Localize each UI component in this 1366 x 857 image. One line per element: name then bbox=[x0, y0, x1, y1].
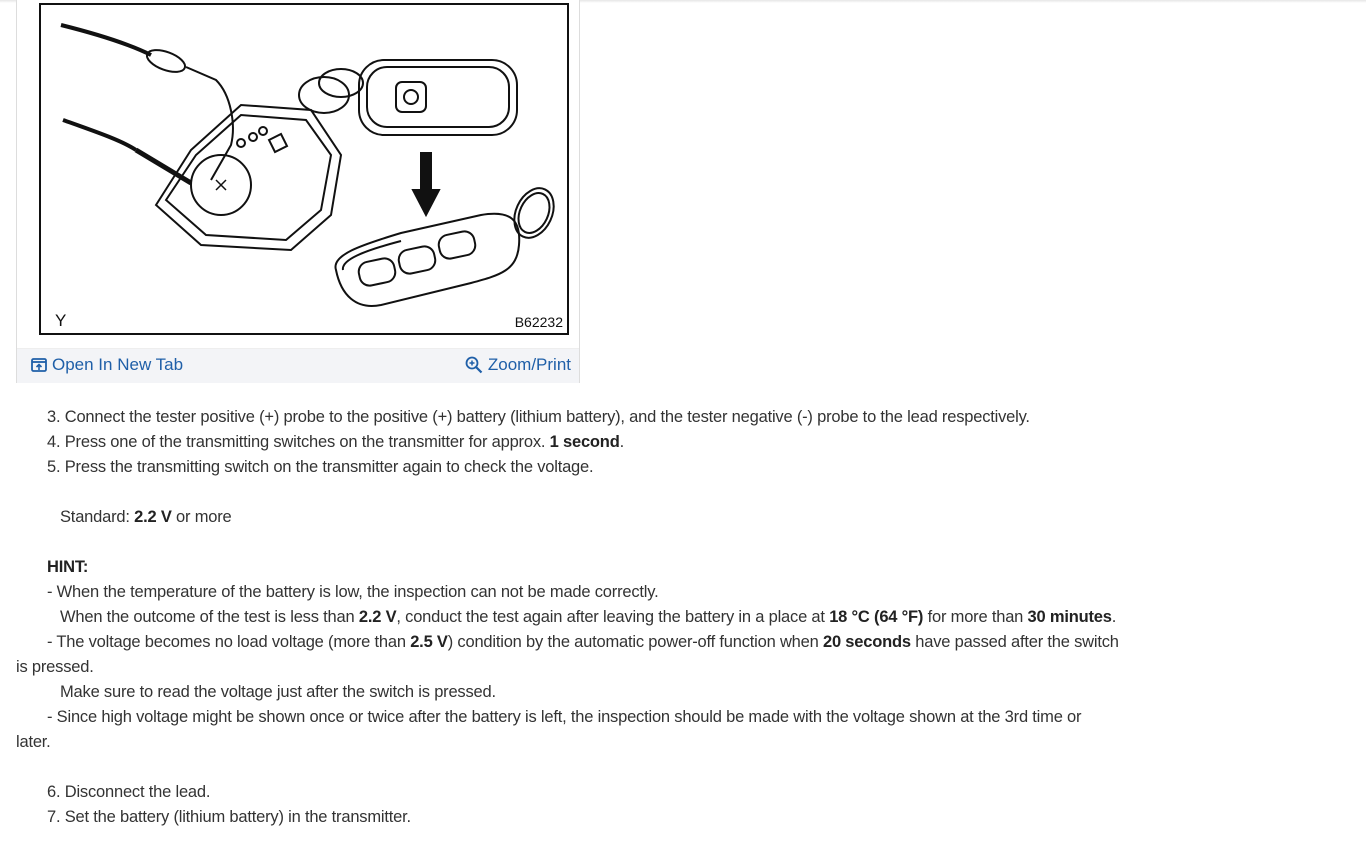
open-in-new-tab-link[interactable] bbox=[31, 355, 183, 375]
text-line bbox=[47, 808, 411, 827]
open-in-new-tab-label: Open In New Tab bbox=[52, 355, 184, 374]
text-segment: 4. Press one of the transmitting switches on the transmitter for approx. bbox=[47, 433, 550, 451]
figure-id: B62232 bbox=[514, 314, 563, 330]
text-segment: When the outcome of the test is less than bbox=[60, 608, 359, 626]
text-segment: or more bbox=[171, 508, 232, 526]
zoom-print-label: Zoom/Print bbox=[487, 355, 571, 374]
text-line bbox=[47, 633, 1119, 652]
zoom-in-icon bbox=[465, 356, 483, 374]
text-segment: Make sure to read the voltage just after the switch is pressed. bbox=[60, 683, 496, 701]
text-segment: 6. Disconnect the lead. bbox=[47, 783, 211, 801]
open-new-tab-icon bbox=[31, 358, 47, 372]
text-line bbox=[60, 608, 1116, 627]
text-line bbox=[47, 408, 1030, 427]
text-segment: 5. Press the transmitting switch on the transmitter again to check the voltage. bbox=[47, 458, 594, 476]
text-line bbox=[47, 783, 210, 802]
bold-value: 30 minutes bbox=[1027, 608, 1112, 626]
text-segment: is pressed. bbox=[16, 658, 94, 676]
figure-toolbar bbox=[17, 348, 579, 383]
text-line bbox=[16, 733, 51, 752]
text-segment: 3. Connect the tester positive (+) probe to the positive (+) battery (lithium battery), and the tester negative (-) probe to the lead respectively. bbox=[47, 408, 1030, 426]
bold-value: 20 seconds bbox=[822, 633, 911, 651]
bold-value: 2.2 V bbox=[134, 508, 172, 526]
figure-container bbox=[16, 0, 580, 383]
bold-value: HINT: bbox=[47, 558, 89, 576]
hint-heading bbox=[47, 558, 88, 577]
figure-corner-label: Y bbox=[55, 311, 67, 330]
text-line bbox=[60, 508, 232, 527]
text-segment: - Since high voltage might be shown once or twice after the battery is left, the inspection should be made with the voltage shown at the 3rd time or bbox=[47, 708, 1082, 726]
text-segment: - When the temperature of the battery is low, the inspection can not be made correctly. bbox=[47, 583, 659, 601]
text-segment: Standard: bbox=[60, 508, 135, 526]
transmitter-battery-illustration[interactable] bbox=[39, 3, 569, 335]
text-segment: for more than bbox=[923, 608, 1028, 626]
text-segment: later. bbox=[16, 733, 51, 751]
text-segment: 7. Set the battery (lithium battery) in the transmitter. bbox=[47, 808, 411, 826]
text-segment: - The voltage becomes no load voltage (more than bbox=[47, 633, 411, 651]
text-segment: . bbox=[1111, 608, 1117, 626]
text-line bbox=[47, 433, 624, 452]
text-segment: , conduct the test again after leaving the battery in a place at bbox=[396, 608, 830, 626]
illustration-drawing bbox=[41, 5, 567, 333]
bold-value: 1 second bbox=[549, 433, 620, 451]
text-line bbox=[47, 583, 658, 602]
bold-value: 2.5 V bbox=[410, 633, 448, 651]
text-line bbox=[60, 683, 496, 702]
zoom-print-link[interactable] bbox=[465, 355, 571, 375]
text-line bbox=[16, 658, 94, 677]
bold-value: 18 °C (64 °F) bbox=[829, 608, 924, 626]
text-line bbox=[47, 708, 1081, 727]
text-segment: ) condition by the automatic power-off function when bbox=[447, 633, 823, 651]
text-segment: . bbox=[619, 433, 624, 451]
text-line bbox=[47, 458, 593, 477]
text-segment: have passed after the switch bbox=[910, 633, 1119, 651]
bold-value: 2.2 V bbox=[358, 608, 397, 626]
